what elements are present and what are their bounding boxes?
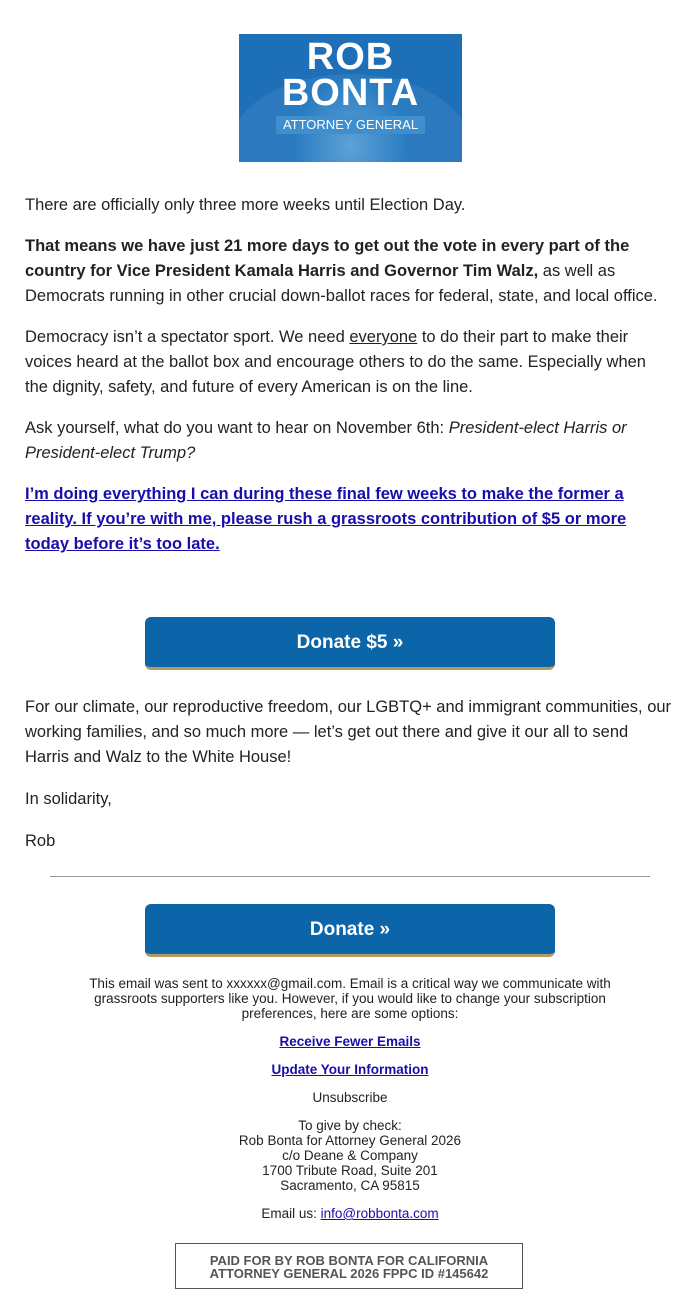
check-line: Rob Bonta for Attorney General 2026 [238,1133,462,1148]
logo-line2: BONTA [281,72,420,114]
bold-text: That means we have just 21 more days to get out the vote in every part of the country for Vice President Kamala Harris and Governor Tim Walz, [25,237,630,280]
paid-for-disclaimer [175,1243,523,1289]
donate-button[interactable]: Donate » [145,904,555,957]
paragraph-21-days [25,234,670,309]
divider [50,876,650,877]
paragraph-climate: For our climate, our reproductive freedom, our LGBTQ+ and immigrant communities, our working families, and so much more — let’s get out there and give it our all to send Harris and Walz to the White House! [25,698,672,766]
text: as well as Democrats running in other crucial down-ballot races for federal, state, and local office. [25,262,658,305]
text: Democracy isn’t a spectator sport. We need [25,328,350,346]
signoff: In solidarity, [25,790,112,808]
text: Ask yourself, what do you want to hear on November 6th: [25,419,449,437]
check-address [60,1118,640,1193]
signature: Rob [25,832,56,850]
email-label: Email us: [261,1206,321,1221]
rob-bonta-logo [239,34,462,162]
footer [60,976,640,1234]
contribution-link[interactable]: I’m doing everything I can during these final few weeks to make the former a reality. If you’re with me, please rush a grassroots contribution of $5 or more today before it’s too late. [25,485,627,553]
underlined-text: everyone [349,328,418,346]
text: to do their part to make their voices heard at the ballot box and encourage others to do the same. Especially when the dignity, safety, and future of every American is on the line. [25,328,646,396]
update-information-link[interactable]: Update Your Information [271,1062,429,1077]
logo-line1: ROB [306,36,395,78]
paragraph-intro: There are officially only three more weeks until Election Day. [25,196,466,214]
paid-line1: PAID FOR BY ROB BONTA FOR CALIFORNIA [209,1253,489,1268]
check-line: Sacramento, CA 95815 [280,1178,420,1193]
paragraph-democracy [25,325,670,400]
email-us [60,1206,640,1221]
donate-5-button[interactable]: Donate $5 » [145,617,555,670]
footer-sent-notice: This email was sent to xxxxxx@gmail.com. Email is a critical way we communicate with grassroots supporters like you. However, if you would like to change your subscription preferences, here are some options: [89,976,611,1021]
paragraph-ask [25,416,670,466]
check-line: To give by check: [298,1118,402,1133]
paid-line2: ATTORNEY GENERAL 2026 FPPC ID #145642 [209,1266,489,1281]
check-line: 1700 Tribute Road, Suite 201 [262,1163,438,1178]
italic-text: President-elect Harris or President-elect Trump? [25,419,627,462]
email-body-closing [25,695,675,871]
receive-fewer-emails-link[interactable]: Receive Fewer Emails [279,1034,421,1049]
email-body [25,193,670,573]
email-link[interactable]: info@robbonta.com [320,1206,439,1221]
unsubscribe-link[interactable]: Unsubscribe [312,1090,388,1105]
logo-line3: ATTORNEY GENERAL [276,116,425,134]
check-line: c/o Deane & Company [282,1148,418,1163]
paragraph-cta [25,482,670,557]
